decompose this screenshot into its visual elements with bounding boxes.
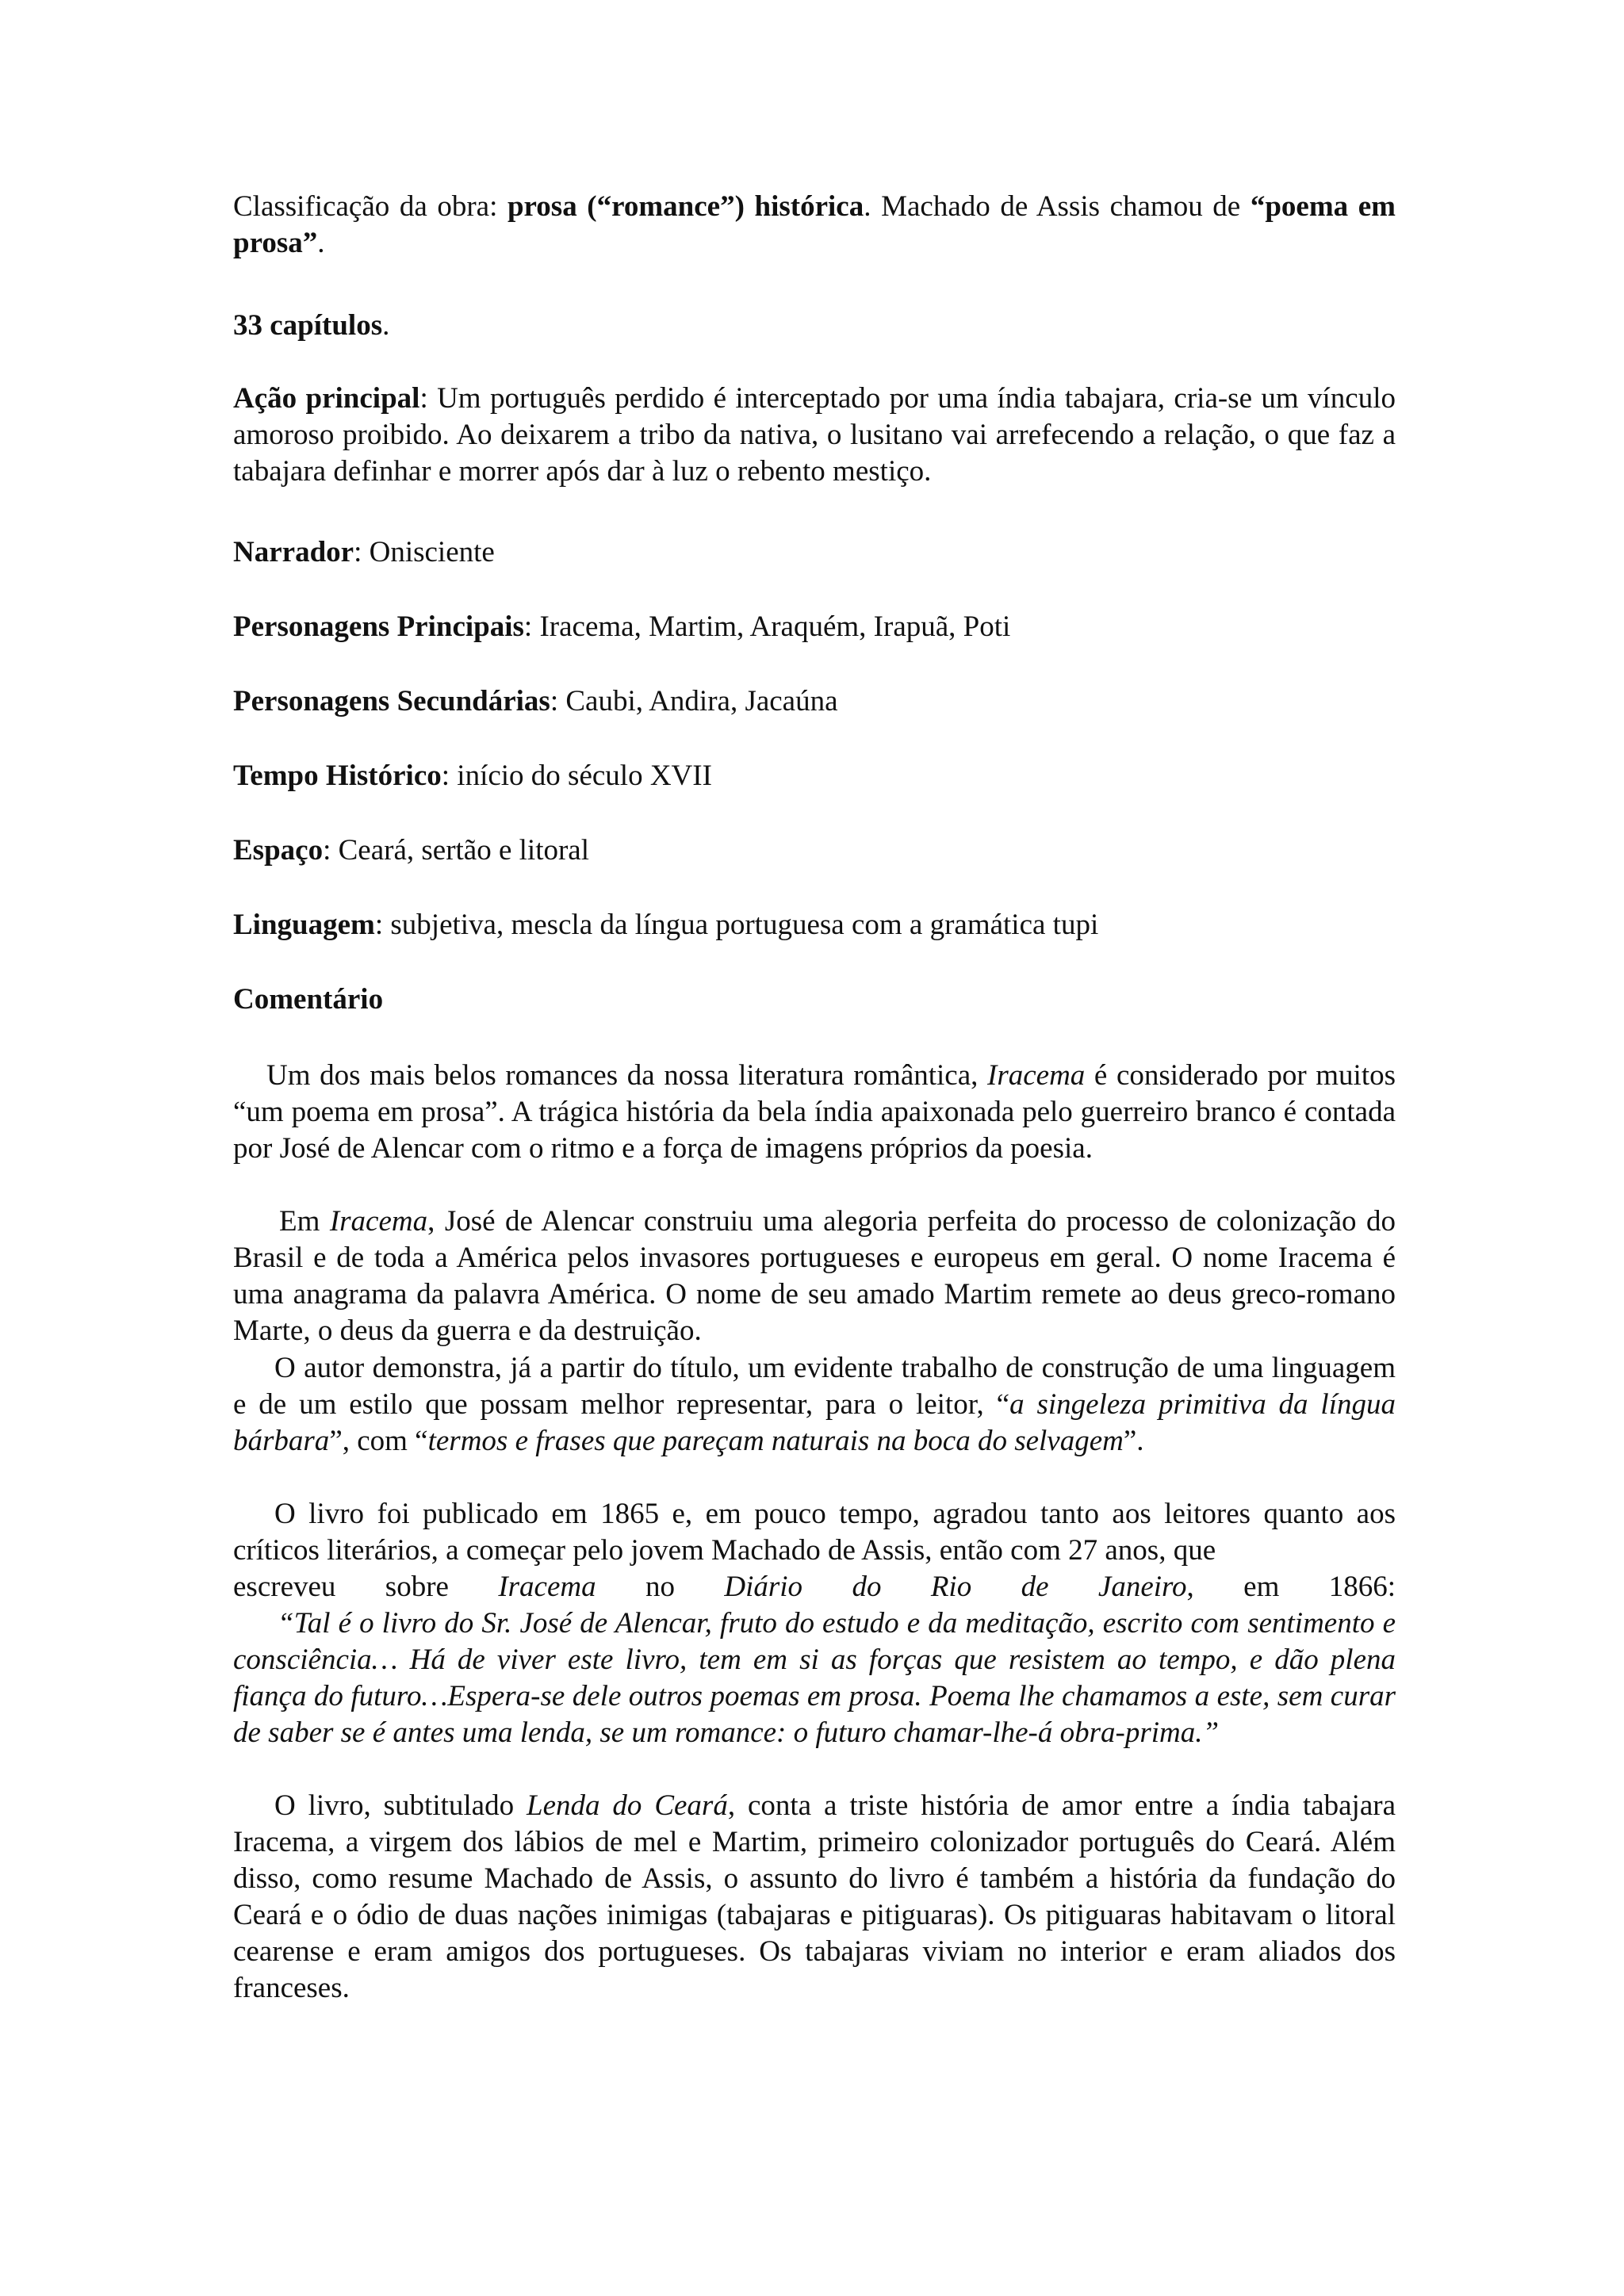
diario-title-word: Janeiro [1097,1571,1187,1603]
field-narrador [233,534,1396,571]
acao-paragraph [233,381,1396,490]
poema-em-prosa-quote: “poema em prosa” [233,190,1396,259]
iracema-title: Iracema [987,1059,1086,1092]
p3-text-c: ”. [1123,1425,1144,1457]
comentario-paragraph-1 [233,1058,1396,1167]
p3-text-b: ”, com “ [329,1425,428,1457]
capitulos-paragraph [233,308,1396,344]
comentario-paragraph-3 [233,1350,1396,1460]
comentario-paragraph-4-last-line [233,1569,1396,1605]
p4-comma: , [1186,1571,1194,1603]
field-value: : Onisciente [354,536,495,568]
field-label: Narrador [233,536,354,568]
acao-label: Ação principal [233,382,420,415]
classificacao-end: . [317,227,325,259]
comentario-heading-text: Comentário [233,983,384,1016]
p2-text-a: Em [279,1205,330,1238]
p5-text-b: , conta a triste história de amor entre a índia tabajara Iracema, a virgem dos lábios de mel e Martim, primeiro colonizador português do Ceará. Além disso, como resume Machado de Assis, o assunto do livro é também a história da fundação do Ceará e o ódio de duas nações inimigas (tabajaras e pitiguaras). Os pitiguaras habitavam o litoral cearense e eram amigos dos portugueses. Os tabajaras viviam no interior e eram aliados dos franceses. [233,1789,1396,2004]
field-label: Tempo Histórico [233,760,442,792]
field-value: : início do século XVII [441,760,712,792]
comentario-paragraph-5 [233,1788,1396,2007]
field-tempo-historico [233,758,1396,794]
p1-text-a: Um dos mais belos romances da nossa literatura romântica, [266,1059,988,1092]
acao-text: : Um português perdido é interceptado por uma índia tabajara, cria-se um vínculo amoroso proibido. Ao deixarem a tribo da nativa, o lusitano vai arrefecendo a relação, o que faz a tabajara definhar e morrer após dar à luz o rebento mestiço. [233,382,1396,488]
machado-quote-text: “Tal é o livro do Sr. José de Alencar, fruto do estudo e da meditação, escrito com sentimento e consciência… Há de viver este livro, tem em si as forças que resistem ao tempo, e dão plena fiança do futuro…Espera-se dele outros poemas em prosa. Poema lhe chamamos a este, sem curar de saber se é antes uma lenda, se um romance: o futuro chamar-lhe-á obra-prima.” [233,1607,1396,1749]
p4-word: sobre [385,1571,449,1603]
iracema-title: Iracema [329,1205,428,1238]
machado-quote [233,1605,1396,1751]
field-value: : Iracema, Martim, Araquém, Irapuã, Poti [523,610,1011,643]
classificacao-value: prosa (“romance”) histórica [507,190,864,223]
classificacao-label: Classificação da obra: [233,190,508,223]
diario-title-word: Rio [930,1571,972,1603]
p1-text-b: é considerado por muitos “um poema em prosa”. A trágica história da bela índia apaixonada pelo guerreiro branco é contada por José de Alencar com o ritmo e a força de imagens próprios da poesia. [233,1059,1396,1165]
p5-text-a: O livro, subtitulado [274,1789,527,1822]
field-espaco [233,832,1396,869]
lenda-do-ceara-title: Lenda do Ceará [527,1789,728,1822]
quote-singeleza: a singeleza primitiva da língua bárbara [233,1388,1396,1457]
p4-year: 1866: [1328,1571,1396,1603]
p4-word: escreveu [233,1571,336,1603]
field-personagens-secundarias [233,683,1396,720]
capitulos-end: . [382,309,390,342]
field-value: : Caubi, Andira, Jacaúna [550,685,838,718]
p3-text-a: O autor demonstra, já a partir do título, um evidente trabalho de construção de uma linguagem e de um estilo que possam melhor representar, para o leitor, “ [233,1352,1396,1421]
comentario-paragraph-4 [233,1496,1396,1569]
field-label: Linguagem [233,909,375,941]
field-label: Personagens Principais [233,610,524,643]
classificacao-paragraph [233,189,1396,262]
field-value: : Ceará, sertão e litoral [323,834,590,867]
field-label: Espaço [233,834,324,867]
diario-title-word: do [852,1571,882,1603]
field-linguagem [233,907,1396,943]
iracema-title: Iracema [498,1571,596,1603]
p4-word: em [1243,1571,1280,1603]
field-personagens-principais [233,609,1396,645]
field-label: Personagens Secundárias [233,685,550,718]
p4-text-a: O livro foi publicado em 1865 e, em pouco tempo, agradou tanto aos leitores quanto aos críticos literários, a começar pelo jovem Machado de Assis, então com 27 anos, que [233,1498,1396,1567]
p4-word: no [645,1571,675,1603]
classificacao-after: . Machado de Assis chamou de [864,190,1251,223]
capitulos-count: 33 capítulos [233,309,383,342]
quote-termos-e-frases: termos e frases que pareçam naturais na boca do selvagem [427,1425,1124,1457]
p2-text-b: , José de Alencar construiu uma alegoria perfeita do processo de colonização do Brasil e de toda a América pelos invasores portugueses e europeus em geral. O nome Iracema é uma anagrama da palavra América. O nome de seu amado Martim remete ao deus greco-romano Marte, o deus da guerra e da destruição. [233,1205,1396,1347]
diario-title-word: Diário [724,1571,803,1603]
comentario-paragraph-2 [233,1203,1396,1349]
field-value: : subjetiva, mescla da língua portuguesa com a gramática tupi [374,909,1099,941]
comentario-heading [233,982,1396,1018]
diario-title-word: de [1021,1571,1049,1603]
